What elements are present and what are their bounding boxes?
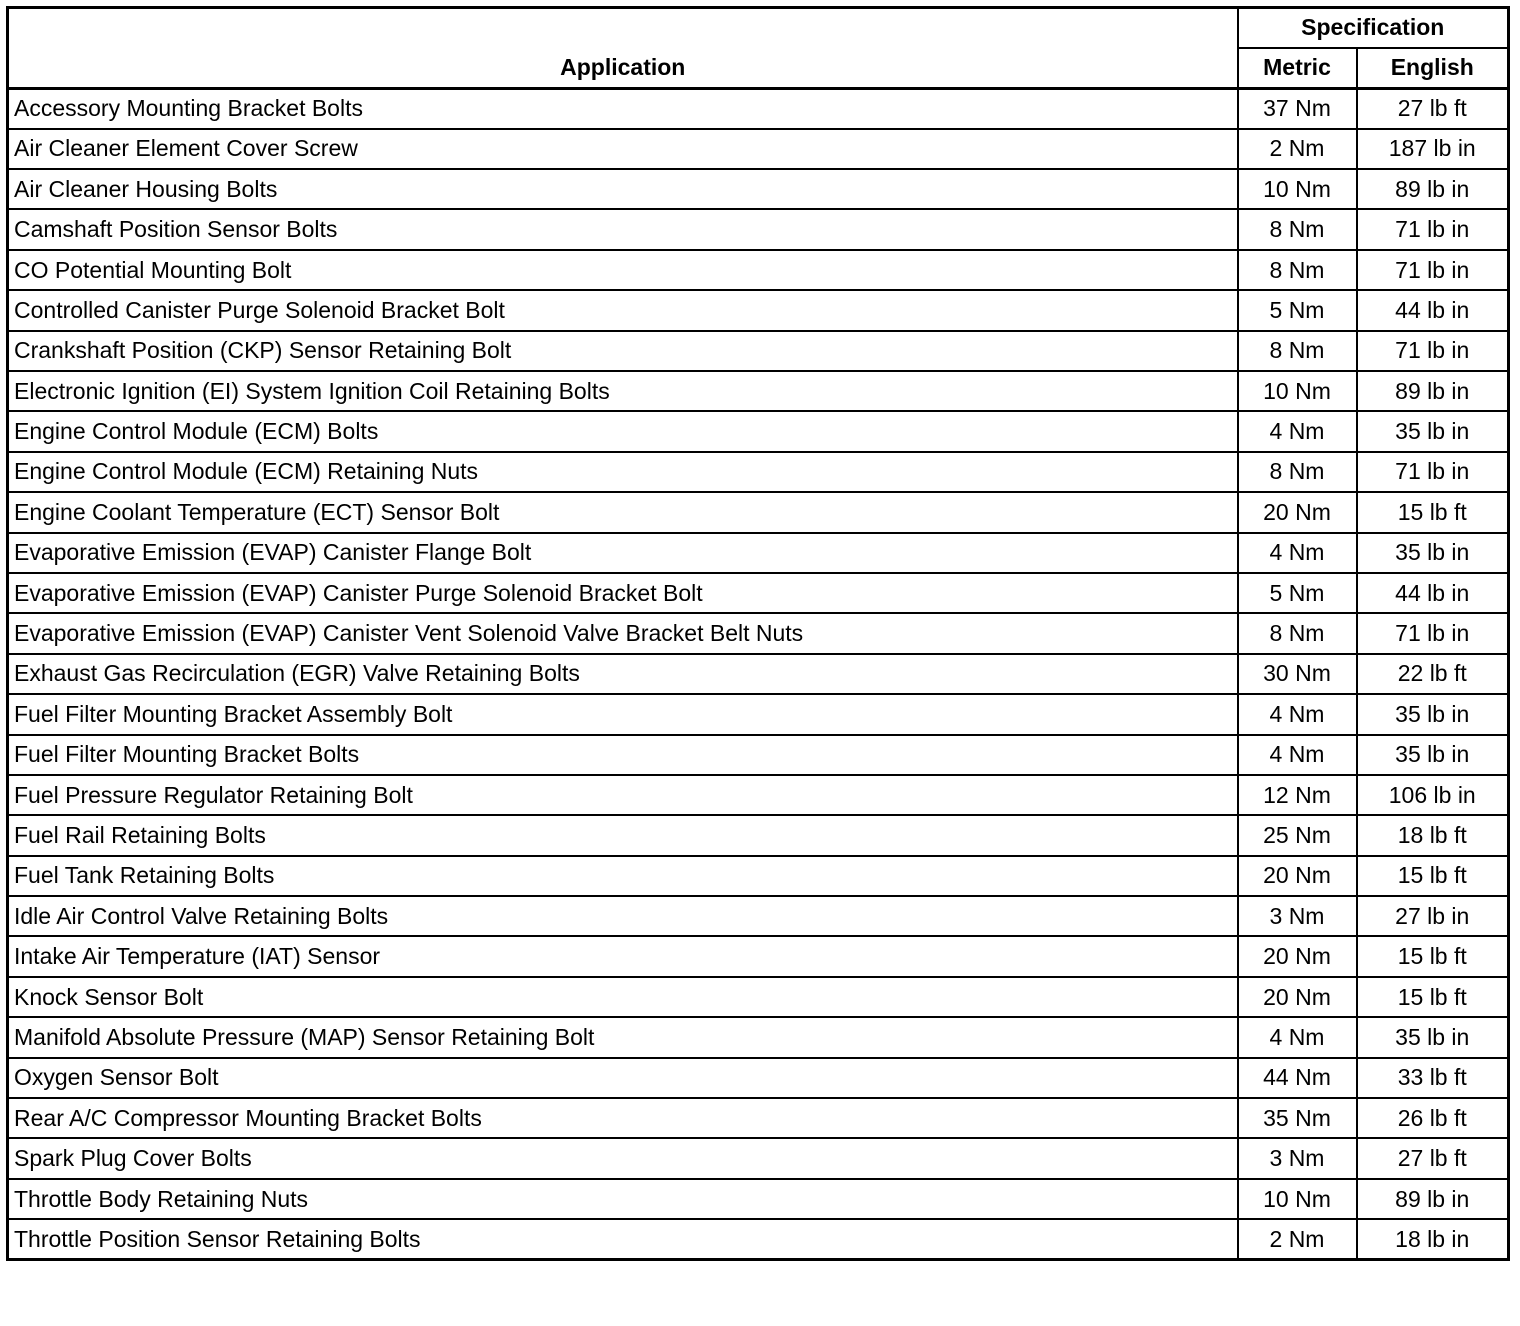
table-row <box>8 896 1509 936</box>
application-cell: Air Cleaner Element Cover Screw <box>8 129 1238 169</box>
english-cell: 44 lb in <box>1357 290 1509 330</box>
english-cell: 71 lb in <box>1357 209 1509 249</box>
application-cell: Controlled Canister Purge Solenoid Bracket Bolt <box>8 290 1238 330</box>
english-cell: 106 lb in <box>1357 775 1509 815</box>
table-row <box>8 654 1509 694</box>
table-row <box>8 1179 1509 1219</box>
application-cell: Engine Control Module (ECM) Bolts <box>8 411 1238 451</box>
application-cell: Evaporative Emission (EVAP) Canister Flange Bolt <box>8 533 1238 573</box>
english-cell: 33 lb ft <box>1357 1058 1509 1098</box>
metric-cell: 8 Nm <box>1238 452 1357 492</box>
application-cell: Throttle Position Sensor Retaining Bolts <box>8 1219 1238 1259</box>
english-cell: 71 lb in <box>1357 452 1509 492</box>
table-row <box>8 573 1509 613</box>
application-cell: Evaporative Emission (EVAP) Canister Vent Solenoid Valve Bracket Belt Nuts <box>8 613 1238 653</box>
english-cell: 71 lb in <box>1357 613 1509 653</box>
application-cell: Crankshaft Position (CKP) Sensor Retaining Bolt <box>8 331 1238 371</box>
metric-cell: 4 Nm <box>1238 694 1357 734</box>
table-row <box>8 290 1509 330</box>
application-cell: Manifold Absolute Pressure (MAP) Sensor Retaining Bolt <box>8 1017 1238 1057</box>
english-cell: 18 lb in <box>1357 1219 1509 1259</box>
english-cell: 15 lb ft <box>1357 977 1509 1017</box>
english-cell: 89 lb in <box>1357 371 1509 411</box>
application-cell: Idle Air Control Valve Retaining Bolts <box>8 896 1238 936</box>
header-metric: Metric <box>1238 48 1357 88</box>
english-cell: 15 lb ft <box>1357 492 1509 532</box>
table-row <box>8 411 1509 451</box>
application-cell: Fuel Rail Retaining Bolts <box>8 815 1238 855</box>
metric-cell: 3 Nm <box>1238 1138 1357 1178</box>
table-row <box>8 492 1509 532</box>
application-cell: Engine Coolant Temperature (ECT) Sensor Bolt <box>8 492 1238 532</box>
application-cell: Fuel Tank Retaining Bolts <box>8 856 1238 896</box>
application-cell: Electronic Ignition (EI) System Ignition Coil Retaining Bolts <box>8 371 1238 411</box>
application-cell: Engine Control Module (ECM) Retaining Nuts <box>8 452 1238 492</box>
metric-cell: 25 Nm <box>1238 815 1357 855</box>
table-row <box>8 169 1509 209</box>
metric-cell: 2 Nm <box>1238 1219 1357 1259</box>
table-row <box>8 815 1509 855</box>
english-cell: 44 lb in <box>1357 573 1509 613</box>
english-cell: 89 lb in <box>1357 1179 1509 1219</box>
table-row <box>8 331 1509 371</box>
application-cell: Fuel Pressure Regulator Retaining Bolt <box>8 775 1238 815</box>
table-row <box>8 1138 1509 1178</box>
header-application: Application <box>8 8 1238 89</box>
english-cell: 71 lb in <box>1357 250 1509 290</box>
table-row <box>8 694 1509 734</box>
application-cell: Air Cleaner Housing Bolts <box>8 169 1238 209</box>
table-row <box>8 1219 1509 1259</box>
application-cell: Exhaust Gas Recirculation (EGR) Valve Retaining Bolts <box>8 654 1238 694</box>
english-cell: 71 lb in <box>1357 331 1509 371</box>
metric-cell: 4 Nm <box>1238 533 1357 573</box>
metric-cell: 10 Nm <box>1238 371 1357 411</box>
application-cell: Throttle Body Retaining Nuts <box>8 1179 1238 1219</box>
metric-cell: 35 Nm <box>1238 1098 1357 1138</box>
application-cell: Knock Sensor Bolt <box>8 977 1238 1017</box>
header-specification: Specification <box>1238 8 1509 48</box>
metric-cell: 8 Nm <box>1238 331 1357 371</box>
torque-spec-table <box>6 6 1510 1261</box>
english-cell: 187 lb in <box>1357 129 1509 169</box>
application-cell: Accessory Mounting Bracket Bolts <box>8 88 1238 128</box>
metric-cell: 4 Nm <box>1238 735 1357 775</box>
metric-cell: 20 Nm <box>1238 492 1357 532</box>
metric-cell: 10 Nm <box>1238 1179 1357 1219</box>
application-cell: Evaporative Emission (EVAP) Canister Purge Solenoid Bracket Bolt <box>8 573 1238 613</box>
english-cell: 26 lb ft <box>1357 1098 1509 1138</box>
metric-cell: 20 Nm <box>1238 977 1357 1017</box>
metric-cell: 12 Nm <box>1238 775 1357 815</box>
english-cell: 27 lb ft <box>1357 88 1509 128</box>
application-cell: Oxygen Sensor Bolt <box>8 1058 1238 1098</box>
table-row <box>8 936 1509 976</box>
metric-cell: 5 Nm <box>1238 573 1357 613</box>
english-cell: 35 lb in <box>1357 694 1509 734</box>
metric-cell: 4 Nm <box>1238 1017 1357 1057</box>
table-row <box>8 856 1509 896</box>
application-cell: Rear A/C Compressor Mounting Bracket Bolts <box>8 1098 1238 1138</box>
english-cell: 35 lb in <box>1357 735 1509 775</box>
english-cell: 27 lb in <box>1357 896 1509 936</box>
table-row <box>8 1058 1509 1098</box>
english-cell: 35 lb in <box>1357 1017 1509 1057</box>
english-cell: 18 lb ft <box>1357 815 1509 855</box>
table-row <box>8 88 1509 128</box>
english-cell: 22 lb ft <box>1357 654 1509 694</box>
table-row <box>8 1017 1509 1057</box>
english-cell: 27 lb ft <box>1357 1138 1509 1178</box>
metric-cell: 20 Nm <box>1238 856 1357 896</box>
application-cell: Spark Plug Cover Bolts <box>8 1138 1238 1178</box>
table-row <box>8 533 1509 573</box>
english-cell: 89 lb in <box>1357 169 1509 209</box>
metric-cell: 8 Nm <box>1238 250 1357 290</box>
metric-cell: 8 Nm <box>1238 613 1357 653</box>
application-cell: Camshaft Position Sensor Bolts <box>8 209 1238 249</box>
table-row <box>8 613 1509 653</box>
table-row <box>8 452 1509 492</box>
table-row <box>8 1098 1509 1138</box>
table-row <box>8 735 1509 775</box>
application-cell: Fuel Filter Mounting Bracket Bolts <box>8 735 1238 775</box>
metric-cell: 3 Nm <box>1238 896 1357 936</box>
metric-cell: 8 Nm <box>1238 209 1357 249</box>
metric-cell: 30 Nm <box>1238 654 1357 694</box>
header-english: English <box>1357 48 1509 88</box>
application-cell: Fuel Filter Mounting Bracket Assembly Bolt <box>8 694 1238 734</box>
table-row <box>8 209 1509 249</box>
table-body <box>8 88 1509 1259</box>
english-cell: 35 lb in <box>1357 533 1509 573</box>
metric-cell: 20 Nm <box>1238 936 1357 976</box>
english-cell: 15 lb ft <box>1357 936 1509 976</box>
table-row <box>8 775 1509 815</box>
metric-cell: 2 Nm <box>1238 129 1357 169</box>
table-row <box>8 977 1509 1017</box>
table-row <box>8 371 1509 411</box>
english-cell: 15 lb ft <box>1357 856 1509 896</box>
metric-cell: 10 Nm <box>1238 169 1357 209</box>
application-cell: CO Potential Mounting Bolt <box>8 250 1238 290</box>
application-cell: Intake Air Temperature (IAT) Sensor <box>8 936 1238 976</box>
table-row <box>8 250 1509 290</box>
metric-cell: 5 Nm <box>1238 290 1357 330</box>
metric-cell: 44 Nm <box>1238 1058 1357 1098</box>
table-row <box>8 129 1509 169</box>
metric-cell: 4 Nm <box>1238 411 1357 451</box>
metric-cell: 37 Nm <box>1238 88 1357 128</box>
english-cell: 35 lb in <box>1357 411 1509 451</box>
